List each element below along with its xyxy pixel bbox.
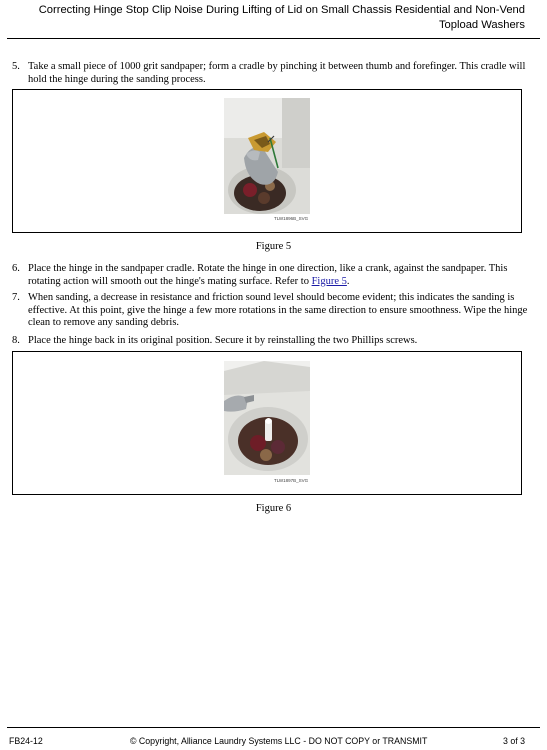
step-text: When sanding, a decrease in resistance and friction sound level should become evident; this indicates the sanding is effective. At this point, give the hinge a few more rotations in the same direction to ensure smoothness. Wipe the hinge clean to remove any sanding debris. [28, 292, 528, 328]
step-text: Take a small piece of 1000 grit sandpaper; form a cradle by pinching it between thumb and forefinger. This cradle will hold the hinge during the sanding process. [28, 61, 526, 85]
step-number: 5. [12, 61, 20, 72]
header-rule [7, 38, 540, 39]
figure-6-photo [224, 361, 310, 475]
header-title-line-2: Topload Washers [438, 19, 525, 31]
header-title-line-1: Correcting Hinge Stop Clip Noise During Lifting of Lid on Small Chassis Residential and Non-Vend [38, 4, 525, 16]
figure-5-caption: Figure 5 [255, 241, 292, 252]
figure-5-photo [224, 98, 310, 214]
hinge-sanding-photo-illustration [224, 98, 310, 214]
figure-5-link[interactable]: Figure 5 [311, 275, 347, 287]
step-number: 6. [12, 263, 20, 274]
figure-6-box [12, 351, 522, 495]
step-text: Place the hinge in the sandpaper cradle. Rotate the hinge in one direction, like a crank, against the sandpaper. This rotating action will smooth out the hinge's mating surface. Refer to Figure 5. [28, 263, 508, 287]
figure-5-box [12, 89, 522, 233]
step-number: 7. [12, 292, 20, 303]
hinge-reinstall-photo-illustration [224, 361, 310, 475]
figure-6-photo-id: TLW1897B_SVG [274, 478, 309, 483]
step-text: Place the hinge back in its original position. Secure it by reinstalling the two Phillips screws. [28, 335, 418, 346]
figure-6-caption: Figure 6 [255, 503, 292, 514]
footer-rule [7, 727, 540, 728]
figure-5-photo-id: TLW1896B_SVG [274, 216, 309, 221]
footer-doc-id: FB24-12 [9, 736, 43, 746]
step-number: 8. [12, 335, 20, 346]
footer-copyright: © Copyright, Alliance Laundry Systems LLC - DO NOT COPY or TRANSMIT [130, 736, 428, 746]
footer-page-number: 3 of 3 [502, 736, 525, 746]
